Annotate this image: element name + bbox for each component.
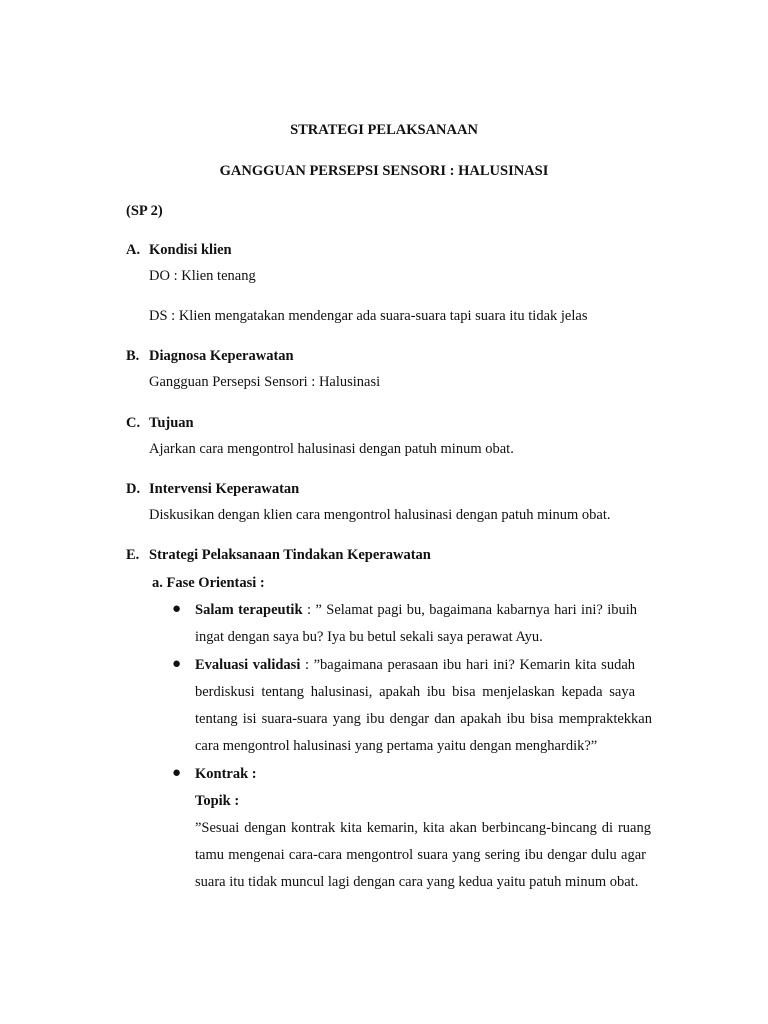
bullet-icon: ●	[172, 765, 182, 781]
bullet-salam-line-1	[195, 601, 637, 619]
section-a-ds: DS : Klien mengatakan mendengar ada suara-suara tapi suara itu tidak jelas	[149, 308, 588, 324]
section-a-heading: Kondisi klien	[149, 242, 232, 258]
section-c-heading: Tujuan	[149, 415, 194, 431]
section-c-text: Ajarkan cara mengontrol halusinasi dengan patuh minum obat.	[149, 441, 514, 457]
bullet-salam-sep: :	[302, 602, 316, 618]
section-a-do: DO : Klien tenang	[149, 268, 256, 284]
bullet-kontrak-text-1: ”Sesuai dengan kontrak kita kemarin, kita akan berbincang-bincang di ruang	[195, 820, 651, 836]
section-d-text: Diskusikan dengan klien cara mengontrol halusinasi dengan patuh minum obat.	[149, 507, 611, 523]
section-d-marker: D.	[126, 481, 141, 497]
bullet-kontrak-text-3: suara itu tidak muncul lagi dengan cara yang kedua yaitu patuh minum obat.	[195, 874, 639, 890]
bullet-evaluasi-text-3: tentang isi suara-suara yang ibu dengar dan apakah ibu bisa mempraktekkan	[195, 711, 652, 727]
bullet-salam-text-1: ” Selamat pagi bu, bagaimana kabarnya hari ini? ibuih	[315, 602, 638, 618]
bullet-kontrak-topic: Topik :	[195, 793, 240, 809]
section-e-heading: Strategi Pelaksanaan Tindakan Keperawatan	[149, 547, 431, 563]
bullet-icon: ●	[172, 656, 182, 672]
bullet-salam-text-2: ingat dengan saya bu? Iya bu betul sekali saya perawat Ayu.	[195, 629, 543, 645]
section-a-marker: A.	[126, 242, 141, 258]
bullet-evaluasi-text-4: cara mengontrol halusinasi yang pertama yaitu dengan menghardik?”	[195, 738, 598, 754]
bullet-salam-label: Salam terapeutik	[195, 602, 303, 618]
phase-orientation-heading: a. Fase Orientasi :	[152, 575, 265, 591]
bullet-evaluasi-label: Evaluasi validasi	[195, 657, 301, 673]
bullet-kontrak-text-2: tamu mengenai cara-cara mengontrol suara yang sering ibu dengar dulu agar	[195, 847, 646, 863]
section-c-marker: C.	[126, 415, 141, 431]
document-title: STRATEGI PELAKSANAAN	[290, 122, 478, 138]
bullet-evaluasi-text-2: berdiskusi tentang halusinasi, apakah ibu bisa menjelaskan kepada saya	[195, 684, 635, 700]
bullet-evaluasi-line-1	[195, 656, 635, 674]
bullet-kontrak-label: Kontrak :	[195, 766, 257, 782]
section-e-marker: E.	[126, 547, 140, 563]
section-d-heading: Intervensi Keperawatan	[149, 481, 300, 497]
bullet-icon: ●	[172, 601, 182, 617]
section-b-marker: B.	[126, 348, 140, 364]
document-subtitle: GANGGUAN PERSEPSI SENSORI : HALUSINASI	[219, 163, 549, 179]
section-b-heading: Diagnosa Keperawatan	[149, 348, 294, 364]
bullet-evaluasi-text-1: ”bagaimana perasaan ibu hari ini? Kemarin kita sudah	[313, 657, 635, 673]
section-b-text: Gangguan Persepsi Sensori : Halusinasi	[149, 374, 381, 390]
sp-label: (SP 2)	[126, 203, 163, 219]
bullet-evaluasi-sep: :	[300, 657, 314, 673]
